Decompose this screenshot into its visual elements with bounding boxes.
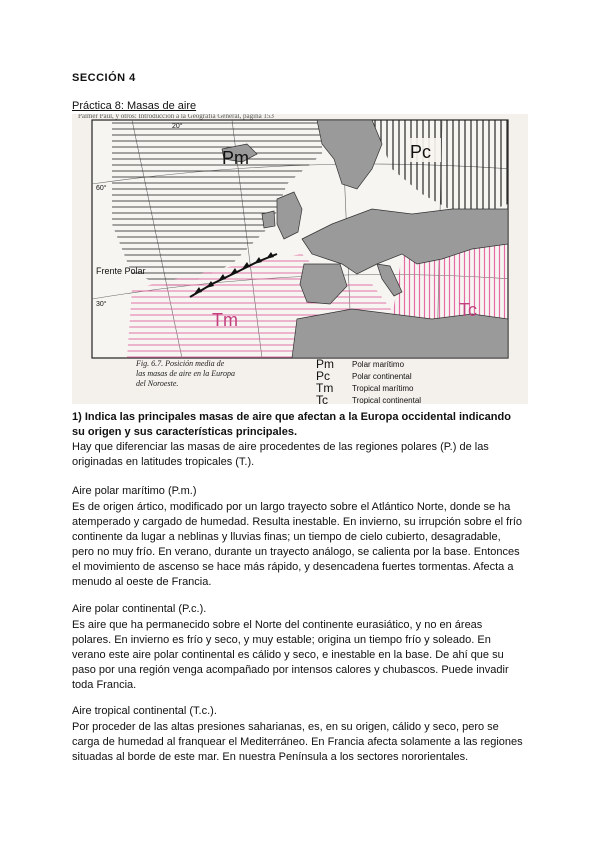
legend-name-tm: Tropical marítimo [352, 384, 414, 393]
legend-code-tc: Tc [316, 393, 328, 404]
tc-line: situadas al borde de este mar. En nuestra Península a los sectores nororientales. [72, 751, 469, 763]
pc-paragraph [72, 618, 528, 693]
pm-line: Es de origen ártico, modificado por un largo trayecto sobre el Atlántico Norte, donde se ha [72, 501, 511, 513]
intro-line: Hay que diferenciar las masas de aire procedentes de las regiones polares (P.) de las [72, 441, 489, 453]
pm-line: continente da lugar a neblinas y lluvias finas; un tiempo de cielo cubierto, desagradable, [72, 531, 501, 543]
intro-line: originadas en latitudes tropicales (T.). [72, 456, 255, 468]
figure-source-line: Palmer Paul, y otros: Introducción a la Geografía General, página 153 [78, 114, 274, 120]
map-label-lat30: 30° [96, 301, 107, 308]
pm-title: Aire polar marítimo (P.m.) [72, 485, 197, 497]
legend-name-pm: Polar marítimo [352, 360, 405, 369]
figure-caption-line: del Noroeste. [136, 379, 179, 388]
pc-line: polares. En invierno es frío y seco, y muy estable; origina un tiempo frío y soleado. En [72, 634, 491, 646]
pc-title: Aire polar continental (P.c.). [72, 603, 207, 615]
map-label-tc: Tc [459, 300, 477, 320]
pm-line: menudo al oeste de Francia. [72, 576, 212, 588]
figure-caption-line: las masas de aire en la Europa [136, 369, 235, 378]
tc-paragraph [72, 720, 528, 765]
question-line: su origen y sus características principales. [72, 426, 297, 438]
pc-line: Es aire que ha permanecido sobre el Norte del continente eurasiático, y no en áreas [72, 619, 483, 631]
pc-line: verano este aire polar continental es cálido y seco, e inestable en la base. De ahí que su [72, 649, 504, 661]
tc-line: Por proceder de las altas presiones saharianas, es, en su origen, cálido y seco, pero se [72, 721, 499, 733]
legend-name-tc: Tropical continental [352, 396, 422, 404]
pm-line: el movimiento de ascenso se hace más rápido, y desencadena fuertes tormentas. Afecta a [72, 561, 514, 573]
question-heading [72, 410, 528, 440]
pm-paragraph [72, 500, 528, 590]
map-label-lat60: 60° [96, 185, 107, 192]
figure-caption [135, 359, 235, 388]
section-title: SECCIÓN 4 [72, 72, 136, 84]
practice-title: Práctica 8: Masas de aire [72, 100, 197, 112]
map-label-lon20: 20° [172, 123, 183, 130]
figure-caption-line: Fig. 6.7. Posición media de [136, 359, 225, 368]
air-masses-map-figure [72, 114, 528, 404]
legend-code-pm: Pm [316, 357, 334, 371]
map-label-pc: Pc [410, 142, 432, 162]
pm-line: atemperado y cargado de humedad. Resulta inestable. En invierno, su irrupción sobre el frío [72, 516, 523, 528]
map-label-tm: Tm [212, 310, 238, 330]
pm-line: pero no muy frío. En verano, durante un trayecto análogo, se calienta por la base. Entonces [72, 546, 520, 558]
pc-line: paso por una región venga acompañado por intensos calores y chubascos. Puede invadir [72, 664, 509, 676]
figure-legend [316, 357, 421, 404]
air-masses-map [72, 114, 528, 404]
map-label-frente-polar: Frente Polar [96, 266, 146, 276]
map-label-pm: Pm [222, 148, 249, 168]
tc-title: Aire tropical continental (T.c.). [72, 705, 217, 717]
question-line: 1) Indica las principales masas de aire que afectan a la Europa occidental indicando [72, 411, 511, 423]
pc-line: toda Francia. [72, 679, 137, 691]
legend-code-tm: Tm [316, 381, 334, 395]
legend-code-pc: Pc [316, 369, 331, 383]
legend-name-pc: Polar continental [352, 372, 412, 381]
intro-paragraph [72, 440, 528, 470]
tc-line: carga de humedad al franquear el Mediterráneo. En Francia afecta solamente a las regiones [72, 736, 523, 748]
